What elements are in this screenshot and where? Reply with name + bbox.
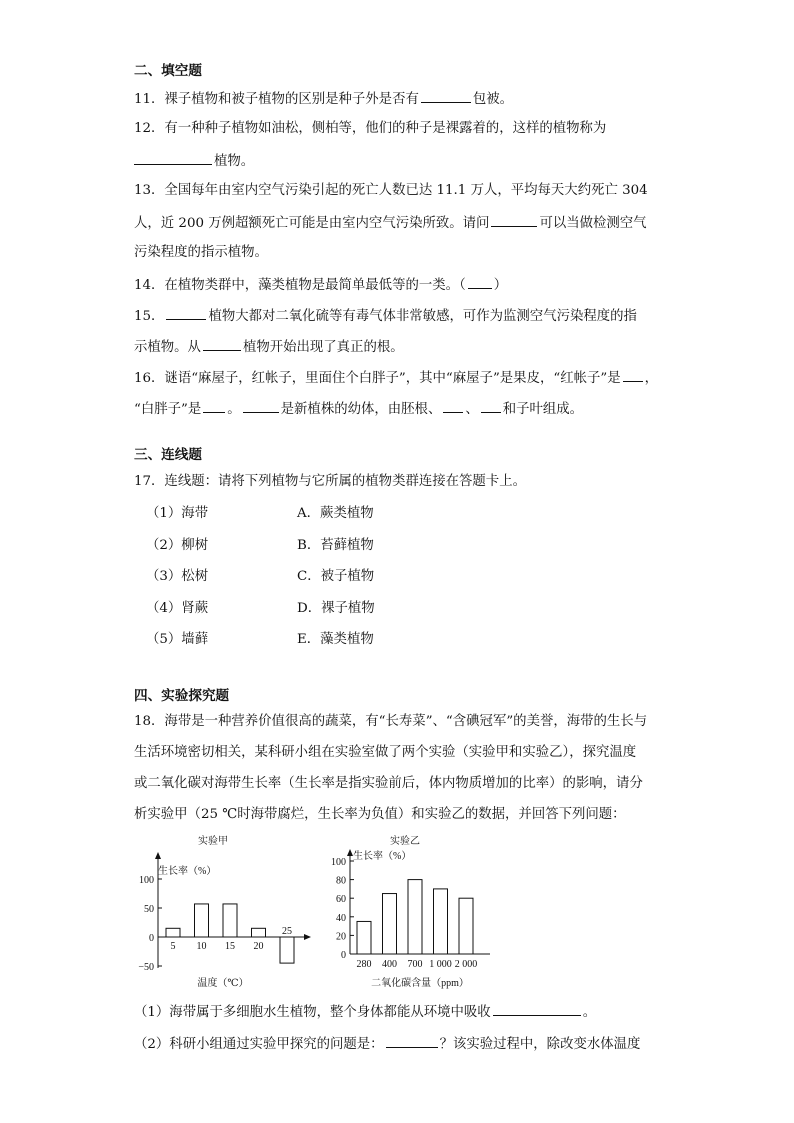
section-heading-fill: 二、填空题 <box>134 63 202 79</box>
match-left-item[interactable]: （5）墙藓 <box>146 632 209 647</box>
bar <box>280 937 294 963</box>
match-left-item[interactable]: （1）海带 <box>146 506 209 521</box>
bar <box>434 889 448 954</box>
question-13-line3: 污染程度的指示植物。 <box>134 245 268 260</box>
question-12: 12．有一种种子植物如油松，侧柏等，他们的种子是裸露着的，这样的植物称为 <box>134 121 607 136</box>
match-right-item[interactable]: A．蕨类植物 <box>297 506 374 521</box>
answer-blank[interactable] <box>491 213 537 227</box>
match-right-item[interactable]: B．苔藓植物 <box>297 538 374 553</box>
answer-blank[interactable] <box>203 337 241 351</box>
question-16: 16．谜语“麻屋子，红帐子，里面住个白胖子”，其中“麻屋子”是果皮，“红帐子”是 ， <box>134 368 658 388</box>
x-tick-label: 700 <box>407 959 423 970</box>
chart-experiment-b <box>320 832 500 992</box>
section-heading-experiment: 四、实验探究题 <box>134 688 230 704</box>
answer-blank[interactable] <box>481 399 501 413</box>
question-15: 15． 植物大都对二氧化硫等有毒气体非常敏感，可作为监测空气污染程度的指 <box>134 306 637 326</box>
match-right-item[interactable]: E．藻类植物 <box>297 632 374 647</box>
x-axis-label: 二氧化碳含量（ppm） <box>371 978 469 989</box>
subquestion-2: （2）科研小组通过实验甲探究的问题是： ？该实验过程中，除改变水体温度 <box>134 1034 640 1054</box>
x-tick-label: 5 <box>170 941 176 952</box>
answer-blank[interactable] <box>623 368 643 382</box>
bar <box>223 904 237 937</box>
section-heading-match: 三、连线题 <box>134 447 202 463</box>
y-tick-label: 60 <box>336 894 346 906</box>
match-right-item[interactable]: D．裸子植物 <box>297 601 375 616</box>
x-tick-label: 400 <box>382 959 397 970</box>
bar <box>383 894 397 954</box>
question-13: 13．全国每年由室内空气污染引起的死亡人数已达 11.1 万人，平均每天大约死亡 304 <box>134 183 648 198</box>
answer-blank[interactable] <box>443 399 463 413</box>
question-15-line2: 示植物。从 植物开始出现了真正的根。 <box>134 337 404 357</box>
y-axis-arrow <box>155 852 161 859</box>
x-tick-label: 2 000 <box>454 959 478 970</box>
bar <box>408 880 422 954</box>
bar <box>195 904 209 937</box>
match-right-item[interactable]: C．被子植物 <box>297 569 375 584</box>
y-axis-label: 生长率（%） <box>158 866 217 877</box>
bar <box>166 928 180 937</box>
question-13-line2: 人，近 200 万例超额死亡可能是由室内空气污染所致。请问 可以当做检测空气 <box>134 213 647 233</box>
question-11: 11．裸子植物和被子植物的区别是种子外是否有 包被。 <box>134 89 513 109</box>
x-tick-label: 25 <box>282 926 292 937</box>
y-tick-label: −50 <box>138 962 154 973</box>
question-18-line3: 或二氧化碳对海带生长率（生长率是指实验前后，体内物质增加的比率）的影响，请分 <box>134 776 643 791</box>
answer-blank[interactable] <box>421 89 471 103</box>
question-18: 18．海带是一种营养价值很高的蔬菜，有“长寿菜”、“含碘冠军”的美誉，海带的生长与 <box>134 714 648 729</box>
y-tick-label: 0 <box>149 933 154 944</box>
x-tick-label: 20 <box>253 941 264 952</box>
x-tick-label: 10 <box>196 941 207 952</box>
x-axis-arrow <box>304 934 311 940</box>
question-12-cont: 植物。 <box>134 151 254 171</box>
subquestion-1: （1）海带属于多细胞水生植物，整个身体都能从环境中吸收 。 <box>134 1002 596 1022</box>
answer-blank[interactable] <box>203 399 225 413</box>
x-axis-label: 温度（℃） <box>197 978 249 989</box>
question-16-line2: “白胖子”是 。 是新植株的幼体，由胚根、 、 和子叶组成。 <box>134 399 583 419</box>
y-tick-label: 40 <box>336 912 346 924</box>
match-left-item[interactable]: （3）松树 <box>146 569 209 584</box>
y-tick-label: 20 <box>336 931 346 943</box>
bar <box>252 928 266 937</box>
y-tick-label: 100 <box>139 875 154 886</box>
answer-blank[interactable] <box>386 1034 438 1048</box>
y-tick-label: 80 <box>336 875 346 887</box>
answer-blank[interactable] <box>468 275 492 289</box>
question-17: 17．连线题：请将下列植物与它所属的植物类群连接在答题卡上。 <box>134 474 526 489</box>
answer-blank[interactable] <box>243 399 279 413</box>
x-tick-label: 15 <box>225 941 235 952</box>
y-tick-label: 50 <box>144 904 154 915</box>
chart-title: 实验甲 <box>198 836 228 847</box>
y-tick-label: 0 <box>341 950 346 961</box>
answer-blank[interactable] <box>493 1002 581 1016</box>
y-axis-label: 生长率（%） <box>353 851 412 862</box>
x-tick-label: 1 000 <box>429 959 452 970</box>
answer-blank[interactable] <box>134 151 212 165</box>
x-tick-label: 280 <box>356 959 372 970</box>
match-left-item[interactable]: （2）柳树 <box>146 538 209 553</box>
question-14: 14．在植物类群中，藻类植物是最简单最低等的一类。（ ） <box>134 275 507 295</box>
bar <box>459 898 473 954</box>
question-18-line2: 生活环境密切相关，某科研小组在实验室做了两个实验（实验甲和实验乙），探究温度 <box>134 745 637 760</box>
bar <box>357 921 371 954</box>
question-18-line4: 析实验甲（25 ℃时海带腐烂，生长率为负值）和实验乙的数据，并回答下列问题： <box>134 807 626 822</box>
y-tick-label: 100 <box>331 857 346 868</box>
answer-blank[interactable] <box>166 306 206 320</box>
chart-experiment-a <box>128 832 318 992</box>
chart-title: 实验乙 <box>390 836 420 847</box>
match-left-item[interactable]: （4）肾蕨 <box>146 601 209 616</box>
